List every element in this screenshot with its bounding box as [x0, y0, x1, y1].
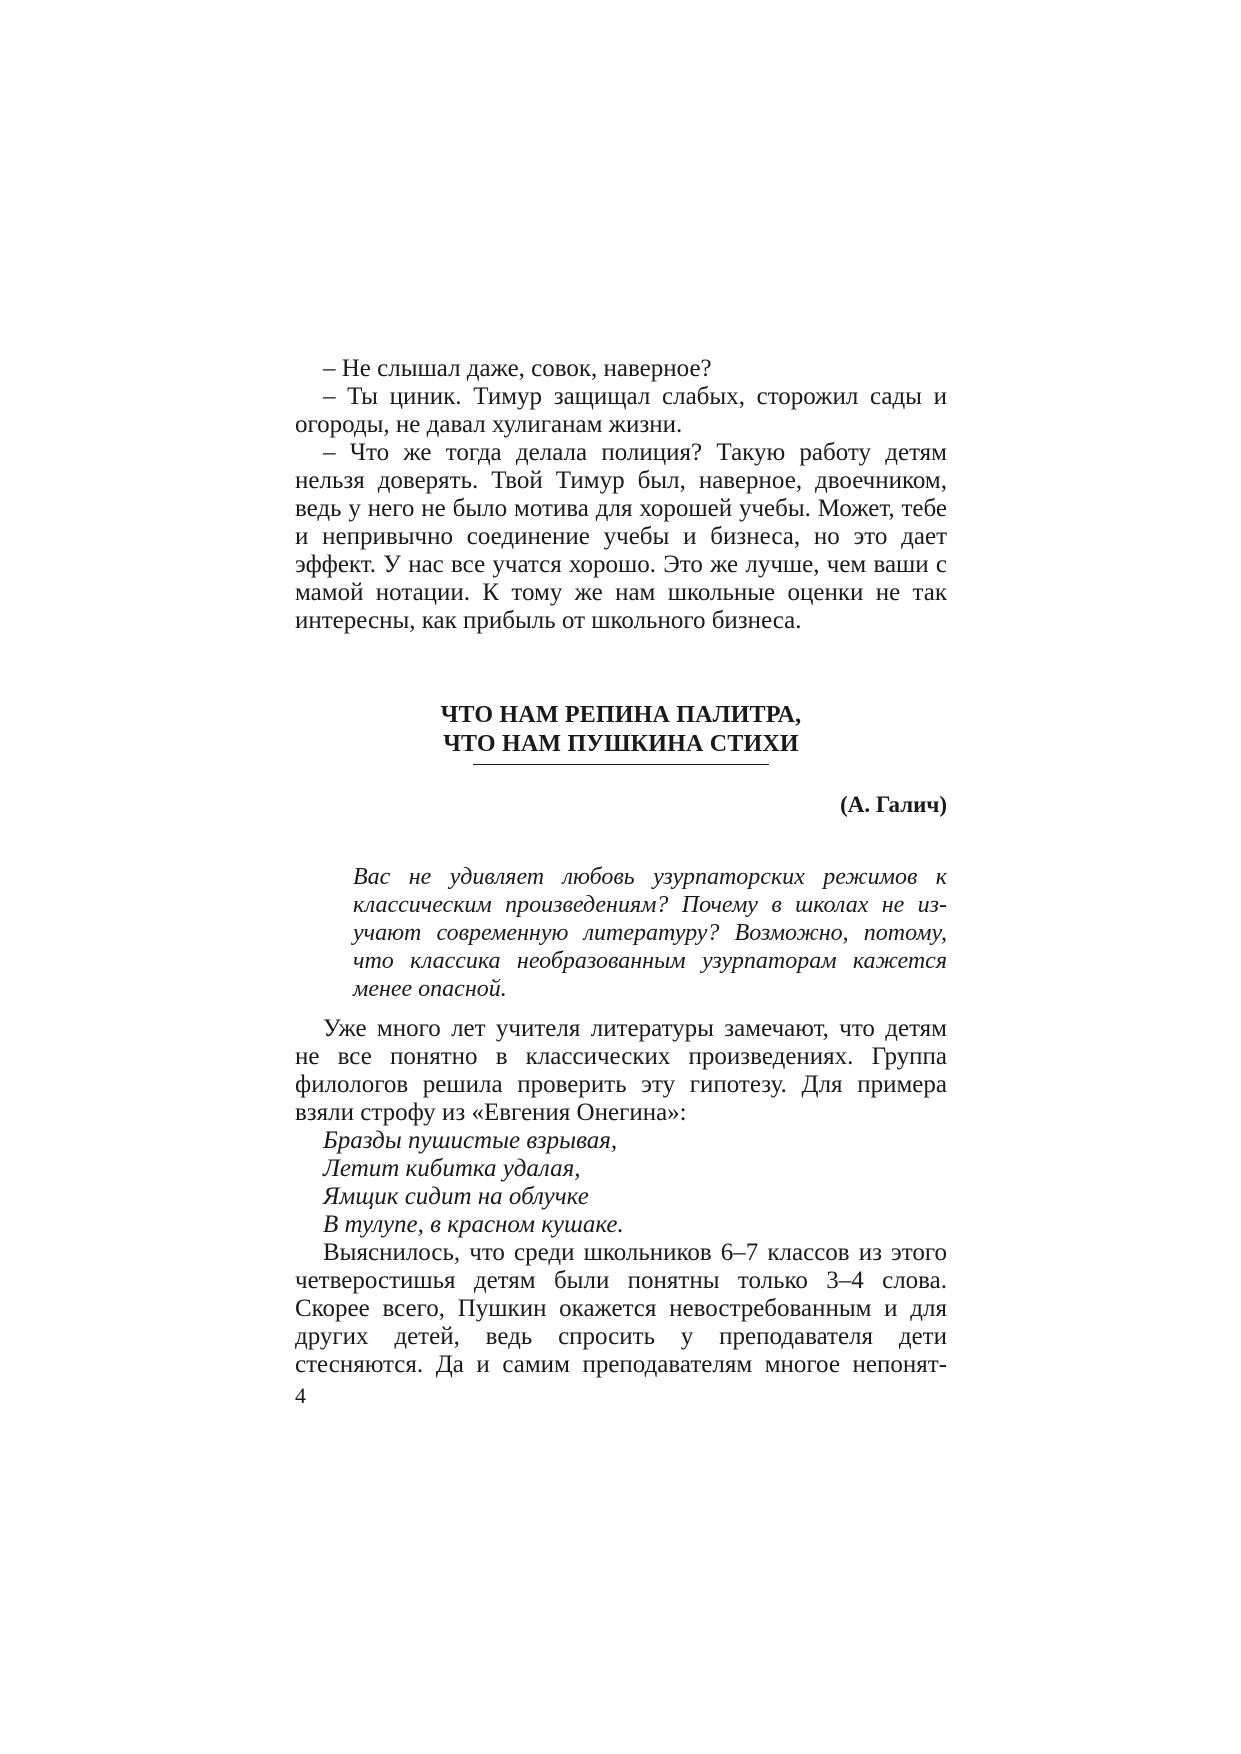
- dialogue-line-2: – Ты циник. Тимур защищал слабых, сторожил сады и огороды, не давал хулиганам жизни.: [295, 383, 947, 438]
- verse-line: Летит кибитка удалая,: [323, 1155, 581, 1182]
- verse-quote: [323, 1127, 947, 1239]
- page-number: 4: [295, 1383, 306, 1408]
- attribution: (А. Галич): [840, 792, 947, 817]
- chapter-heading-line-1: ЧТО НАМ РЕПИНА ПАЛИТРА,: [440, 702, 802, 728]
- dialogue-line-1: – Не слышал даже, совок, наверное?: [323, 355, 712, 382]
- body-paragraph-conclusion: Выяснилось, что среди школьников 6–7 классов из этого четверостишья детям были понятны только 3–4 слова. Скорее всего, Пушкин окажется невостребованным и для других детей, ведь спросить у преподавателя дети стесняются. Да и самим преподавателям многое непонят-: [295, 1239, 947, 1378]
- verse-line: Ямщик сидит на облучке: [323, 1183, 589, 1210]
- verse-line: Бразды пушистые взрывая,: [323, 1127, 618, 1154]
- chapter-heading: [295, 701, 947, 765]
- heading-underline: [473, 764, 769, 765]
- page-content: [295, 355, 947, 1379]
- dialogue-line-3: – Что же тогда делала полиция? Такую работу детям нельзя доверять. Твой Тимур был, наверное, двоечником, ведь у него не было мотива для хорошей учебы. Может, тебе и непривычно соединение учебы и бизнеса, но это дает эффект. У нас все учатся хорошо. Это же лучше, чем ваши с мамой нотации. К тому же нам школьные оценки не так интересны, как прибыль от школьного бизнеса.: [295, 439, 947, 634]
- body-paragraph-intro: Уже много лет учителя литературы замечают, что детям не все понятно в классических произведениях. Группа филологов решила проверить эту гипотезу. Для примера взяли строфу из «Евгения Онегина»:: [295, 1015, 947, 1126]
- chapter-heading-line-2: ЧТО НАМ ПУШКИНА СТИХИ: [443, 731, 799, 757]
- verse-line: В тулупе, в красном кушаке.: [323, 1211, 624, 1238]
- epigraph: Вас не удивляет любовь узурпаторских режимов к классическим произведениям? Почему в школах не изучают современную литературу? Возможно, потому, что классика необразованным узурпаторам кажется менее опасной.: [353, 864, 947, 1002]
